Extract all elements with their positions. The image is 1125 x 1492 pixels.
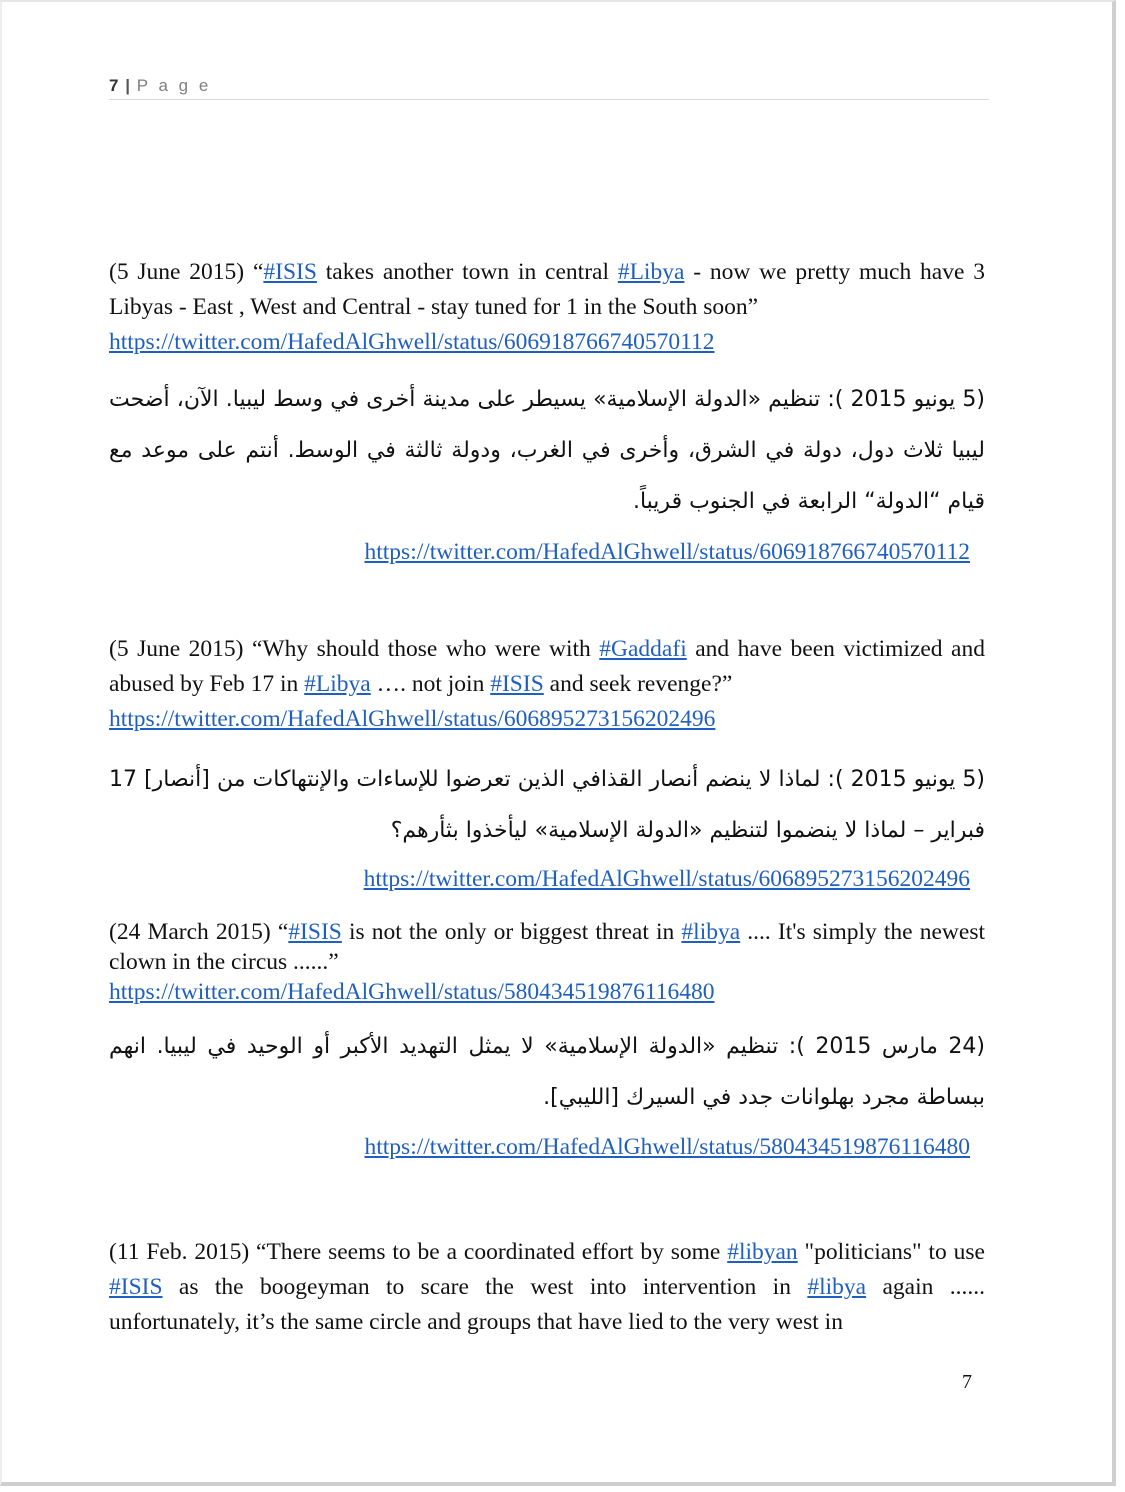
hashtag-isis-link[interactable]: #ISIS <box>288 919 342 945</box>
header-page-number: 7 <box>109 76 119 95</box>
hashtag-libya-link[interactable]: #libya <box>807 1274 867 1300</box>
hashtag-isis-link[interactable]: #ISIS <box>263 259 317 285</box>
entry-2-english: (5 June 2015) “Why should those who were with #Gaddafi and have been victimized and abused by Feb 17 in #Libya …. not join #ISIS and seek revenge?” https://twitter.com/HafedAlGhwell/status/606895273156202496 <box>109 636 985 732</box>
footer-page-number: 7 <box>962 1371 972 1393</box>
tweet-url-link[interactable]: https://twitter.com/HafedAlGhwell/status/606918766740570112 <box>364 539 970 565</box>
entry-1-arabic: (5 يونيو 2015 ): تنظيم «الدولة الإسلامية» يسيطر على مدينة أخرى في وسط ليبيا. الآن، أضحت ليبيا ثلاث دول، دولة في الشرق، وأخرى في الغرب، ودولة ثالثة في الوسط. أنتم على موعد مع قيام “الدولة“ الرابعة في الجنوب قريباً. <box>109 387 985 514</box>
hashtag-libya-link[interactable]: #Libya <box>304 671 371 697</box>
tweet-url-link[interactable]: https://twitter.com/HafedAlGhwell/status/606895273156202496 <box>109 706 716 732</box>
entry-1-english: (5 June 2015) “#ISIS takes another town in central #Libya - now we pretty much have 3 Libyas - East , West and Central - stay tuned for 1 in the South soon” https://twitter.com/HafedAlGhwell/status/606918766740570112 <box>109 259 985 355</box>
hashtag-libya-link[interactable]: #Libya <box>617 259 685 285</box>
tweet-url-link[interactable]: https://twitter.com/HafedAlGhwell/status/580434519876116480 <box>364 1134 970 1160</box>
entry-3-english: (24 March 2015) “#ISIS is not the only or biggest threat in #libya .... It's simply the newest clown in the circus ......” https://twitter.com/HafedAlGhwell/status/580434519876116480 <box>109 919 985 1005</box>
entry-4-english: (11 Feb. 2015) “There seems to be a coordinated effort by some #libyan "politicians" to use #ISIS as the boogeyman to scare the west into intervention in #libya again ...... unfortunately, it’s the same circle and groups that have lied to the very west in <box>109 1239 985 1335</box>
hashtag-gaddafi-link[interactable]: #Gaddafi <box>599 636 687 662</box>
tweet-url-link[interactable]: https://twitter.com/HafedAlGhwell/status/606895273156202496 <box>363 866 970 892</box>
hashtag-isis-link[interactable]: #ISIS <box>109 1274 163 1300</box>
entry-3-arabic: (24 مارس 2015 ): تنظيم «الدولة الإسلامية» لا يمثل التهديد الأكبر أو الوحيد في ليبيا. انهم ببساطة مجرد بهلوانات جدد في السيرك [الليبي]. <box>109 1034 986 1110</box>
entry-2-arabic: (5 يونيو 2015 ): لماذا لا ينضم أنصار القذافي الذين تعرضوا للإساءات والإنتهاكات من [أنصار] 17 فبراير – لماذا لا ينضموا لتنظيم «الدولة الإسلامية» ليأخذوا بثأرهم؟ <box>109 767 985 843</box>
hashtag-libyan-link[interactable]: #libyan <box>727 1239 798 1265</box>
header-page-word: P a g e <box>136 76 212 95</box>
page-header <box>109 76 989 100</box>
hashtag-libya-link[interactable]: #libya <box>681 919 741 945</box>
tweet-url-link[interactable]: https://twitter.com/HafedAlGhwell/status/606918766740570112 <box>109 329 715 355</box>
hashtag-isis-link[interactable]: #ISIS <box>490 671 544 697</box>
header-separator: | <box>125 76 130 95</box>
tweet-url-link[interactable]: https://twitter.com/HafedAlGhwell/status/580434519876116480 <box>109 979 715 1005</box>
